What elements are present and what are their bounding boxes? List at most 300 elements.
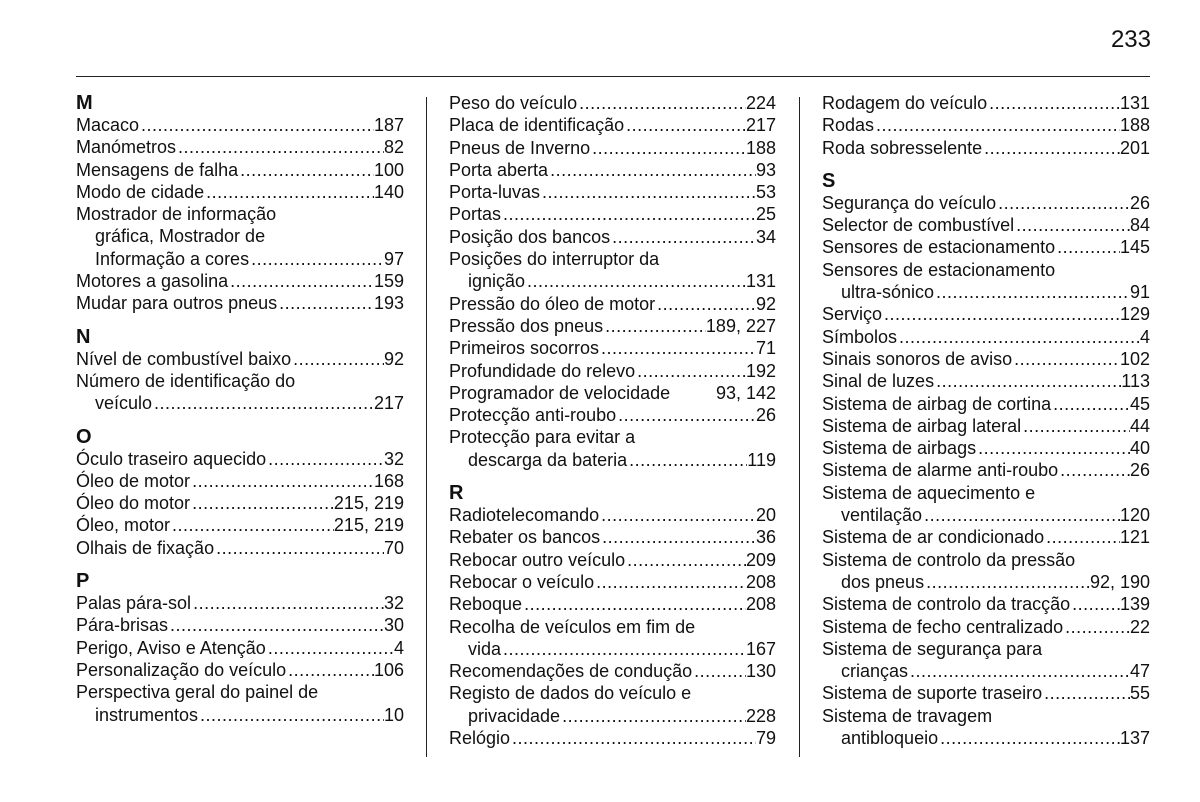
entry-text: Sistema de ar condicionado: [822, 527, 1045, 548]
dot-leader: [922, 504, 1120, 526]
entry-text: Sistema de airbag lateral: [822, 415, 1022, 436]
entry-page-number: 25: [755, 204, 776, 225]
entry-line: [76, 470, 404, 492]
entry-page-number: 130: [745, 661, 776, 682]
entry-continuation-line: [822, 281, 1150, 303]
index-entry: [76, 537, 404, 559]
dot-leader: [594, 571, 746, 593]
entry-text: Mostrador de informação: [76, 204, 277, 225]
index-entry: [822, 526, 1150, 548]
entry-text: Posições do interruptor da: [449, 249, 660, 270]
entry-text: Informação a cores: [95, 248, 250, 269]
index-entry: [822, 137, 1150, 159]
entry-line: [76, 659, 404, 681]
entry-text: Sistema de fecho centralizado: [822, 616, 1064, 637]
index-entry: [449, 360, 776, 382]
dot-leader: [934, 281, 1130, 303]
entry-continuation-line: [449, 270, 776, 292]
entry-continuation-line: [76, 392, 404, 414]
index-entry: [449, 526, 776, 548]
entry-line: [449, 660, 776, 682]
entry-text: Pressão dos pneus: [449, 315, 604, 336]
entry-line: [822, 114, 1150, 136]
entry-page-number: 26: [1129, 192, 1150, 213]
entry-text: Sistema de aquecimento e: [822, 482, 1036, 503]
entry-page-number: 82: [383, 137, 404, 158]
entry-text: Sistema de controlo da tracção: [822, 594, 1071, 615]
dot-leader: [501, 203, 756, 225]
index-group: [822, 92, 1150, 159]
index-group: [76, 326, 404, 415]
entry-text: antibloqueio: [841, 728, 939, 749]
index-entry: [76, 136, 404, 158]
entry-text: Perigo, Aviso e Atenção: [76, 637, 266, 658]
entry-line: [76, 592, 404, 614]
index-entry: [822, 326, 1150, 348]
entry-text: Sensores de estacionamento: [822, 259, 1056, 280]
dot-leader: [170, 514, 334, 536]
entry-page-number: 26: [755, 405, 776, 426]
entry-text: Pára-brisas: [76, 615, 169, 636]
dot-leader: [934, 370, 1121, 392]
index-group: [76, 570, 404, 726]
entry-text: Recolha de veículos em fim de: [449, 616, 696, 637]
dot-leader: [510, 727, 756, 749]
entry-line: [822, 482, 1150, 504]
index-entry: [822, 549, 1150, 594]
entry-page-number: 92, 190: [1089, 571, 1150, 592]
entry-line: [449, 404, 776, 426]
index-entry: [449, 682, 776, 727]
entry-page-number: 34: [755, 226, 776, 247]
entry-text: Óleo de motor: [76, 470, 191, 491]
index-entry: [822, 616, 1150, 638]
index-group: [76, 426, 404, 559]
entry-page-number: 20: [755, 505, 776, 526]
index-entry: [449, 404, 776, 426]
entry-page-number: 201: [1119, 137, 1150, 158]
entry-page-number: 106: [373, 659, 404, 680]
entry-text: Porta aberta: [449, 159, 549, 180]
entry-line: [822, 326, 1150, 348]
entry-page-number: 159: [373, 271, 404, 292]
index-entry: [449, 593, 776, 615]
entry-text: Peso do veículo: [449, 93, 578, 113]
entry-text: Radiotelecomando: [449, 505, 600, 526]
entry-line: [76, 114, 404, 136]
entry-line: [822, 638, 1150, 660]
dot-leader: [168, 614, 384, 636]
entry-text: Rebocar outro veículo: [449, 549, 626, 570]
entry-page-number: 168: [373, 470, 404, 491]
entry-page-number: 140: [373, 181, 404, 202]
entry-page-number: 129: [1119, 304, 1150, 325]
entry-line: [822, 682, 1150, 704]
entry-text: Segurança do veículo: [822, 192, 997, 213]
entry-continuation-line: [822, 727, 1150, 749]
entry-line: [449, 226, 776, 248]
entry-text: Mudar para outros pneus: [76, 293, 278, 314]
index-entry: [76, 470, 404, 492]
index-entry: [822, 370, 1150, 392]
dot-leader: [191, 592, 384, 614]
entry-text: Rodagem do veículo: [822, 93, 988, 113]
entry-line: [822, 214, 1150, 236]
column-divider-2: [799, 97, 800, 757]
dot-leader: [1044, 526, 1120, 548]
dot-leader: [204, 181, 374, 203]
dot-leader: [522, 593, 746, 615]
entry-page-number: 47: [1129, 661, 1150, 682]
entry-line: [822, 137, 1150, 159]
dot-leader: [655, 293, 756, 315]
index-entry: [449, 315, 776, 337]
entry-page-number: 224: [745, 93, 776, 113]
entry-page-number: 208: [745, 571, 776, 592]
dot-leader: [610, 226, 756, 248]
dot-leader: [1012, 348, 1120, 370]
entry-line: [822, 370, 1150, 392]
dot-leader: [190, 470, 374, 492]
dot-leader: [624, 114, 746, 136]
entry-text: Palas pára-sol: [76, 593, 192, 614]
entry-line: [449, 526, 776, 548]
entry-page-number: 10: [383, 704, 404, 725]
entry-text: Portas: [449, 204, 502, 225]
entry-page-number: 187: [373, 115, 404, 135]
entry-line: [449, 337, 776, 359]
header-rule: [76, 76, 1150, 77]
index-entry: [449, 92, 776, 114]
dot-leader: [266, 448, 384, 470]
entry-line: [76, 514, 404, 536]
entry-line: [822, 348, 1150, 370]
index-group: [822, 170, 1150, 749]
index-group: [449, 482, 776, 749]
index-entry: [449, 337, 776, 359]
index-entry: [76, 492, 404, 514]
dot-leader: [1014, 214, 1130, 236]
dot-leader: [540, 181, 756, 203]
entry-page-number: 92: [755, 293, 776, 314]
entry-page-number: 167: [745, 638, 776, 659]
index-column-3: [822, 92, 1150, 749]
entry-page-number: 102: [1119, 348, 1150, 369]
entry-text: Óculo traseiro aquecido: [76, 448, 267, 469]
entry-line: [449, 137, 776, 159]
entry-text: dos pneus: [841, 571, 925, 592]
entry-page-number: 36: [755, 527, 776, 548]
entry-text: Sistema de suporte traseiro: [822, 683, 1043, 704]
entry-line: [76, 370, 404, 392]
dot-leader: [603, 315, 706, 337]
index-entry: [449, 571, 776, 593]
dot-leader: [577, 92, 746, 114]
section-letter-heading: R: [449, 482, 464, 505]
entry-text: Óleo, motor: [76, 515, 171, 536]
section-letter-heading: N: [76, 325, 91, 348]
entry-page-number: 131: [1119, 93, 1150, 113]
index-entry: [76, 370, 404, 415]
entry-text: Sensores de estacionamento: [822, 237, 1056, 258]
entry-text: Pressão do óleo de motor: [449, 293, 656, 314]
entry-line: [76, 681, 404, 703]
dot-leader: [1021, 415, 1130, 437]
entry-page-number: 192: [745, 360, 776, 381]
entry-page-number: 131: [745, 271, 776, 292]
entry-text: Reboque: [449, 594, 523, 615]
entry-text: Manómetros: [76, 137, 177, 158]
entry-page-number: 120: [1119, 505, 1150, 526]
index-entry: [449, 660, 776, 682]
entry-text: Rodas: [822, 115, 875, 136]
entry-text: Profundidade do relevo: [449, 360, 636, 381]
entry-page-number: 137: [1119, 728, 1150, 749]
entry-page-number: 71: [755, 338, 776, 359]
dot-leader: [277, 292, 374, 314]
entry-text: Motores a gasolina: [76, 271, 229, 292]
dot-leader: [152, 392, 374, 414]
entry-page-number: 217: [373, 393, 404, 414]
entry-text: Rebocar o veículo: [449, 571, 595, 592]
entry-page-number: 208: [745, 594, 776, 615]
dot-leader: [1063, 616, 1130, 638]
index-entry: [76, 681, 404, 726]
index-entry: [822, 415, 1150, 437]
dot-leader: [228, 270, 374, 292]
index-entry: [822, 92, 1150, 114]
entry-line: [449, 682, 776, 704]
dot-leader: [882, 303, 1120, 325]
dot-leader: [501, 638, 746, 660]
dot-leader: [249, 248, 384, 270]
entry-line: [822, 593, 1150, 615]
index-entry: [449, 504, 776, 526]
index-entry: [822, 638, 1150, 683]
entry-page-number: 91: [1129, 282, 1150, 303]
entry-line: [76, 292, 404, 314]
dot-leader: [1042, 682, 1130, 704]
entry-line: [822, 616, 1150, 638]
entry-text: veículo: [95, 393, 153, 414]
index-entry: [76, 181, 404, 203]
index-entry: [449, 203, 776, 225]
index-group: [449, 92, 776, 471]
dot-leader: [590, 137, 746, 159]
dot-leader: [1058, 459, 1130, 481]
entry-page-number: 53: [755, 182, 776, 203]
dot-leader: [982, 137, 1120, 159]
entry-continuation-line: [822, 504, 1150, 526]
index-entry: [76, 203, 404, 270]
entry-text: Nível de combustível baixo: [76, 348, 292, 369]
entry-page-number: 193: [373, 293, 404, 314]
dot-leader: [198, 704, 384, 726]
entry-page-number: 55: [1129, 683, 1150, 704]
dot-leader: [625, 549, 746, 571]
entry-text: ultra-sónico: [841, 282, 935, 303]
entry-line: [76, 537, 404, 559]
entry-line: [449, 248, 776, 270]
entry-line: [76, 159, 404, 181]
entry-page-number: 209: [745, 549, 776, 570]
entry-text: Posição dos bancos: [449, 226, 611, 247]
entry-text: Pneus de Inverno: [449, 137, 591, 158]
entry-text: Selector de combustível: [822, 215, 1015, 236]
entry-continuation-line: [822, 660, 1150, 682]
entry-text: crianças: [841, 661, 909, 682]
index-entry: [449, 549, 776, 571]
entry-page-number: 32: [383, 448, 404, 469]
entry-page-number: 79: [755, 728, 776, 749]
entry-line: [449, 727, 776, 749]
dot-leader: [560, 705, 746, 727]
entry-line: [822, 705, 1150, 727]
index-entry: [449, 616, 776, 661]
entry-text: Sistema de segurança para: [822, 638, 1043, 659]
dot-leader: [1070, 593, 1120, 615]
index-entry: [822, 593, 1150, 615]
entry-page-number: 215, 219: [333, 515, 404, 536]
index-column-2: [449, 92, 776, 749]
entry-text: Sistema de alarme anti-roubo: [822, 460, 1059, 481]
entry-continuation-line: [76, 225, 404, 247]
dot-leader: [897, 326, 1140, 348]
entry-page-number: 215, 219: [333, 493, 404, 514]
entry-text: Sinal de luzes: [822, 371, 935, 392]
entry-text: vida: [468, 638, 502, 659]
index-entry: [76, 592, 404, 614]
dot-leader: [976, 437, 1130, 459]
entry-text: Macaco: [76, 115, 140, 135]
entry-text: Roda sobresselente: [822, 137, 983, 158]
entry-page-number: 93: [755, 159, 776, 180]
dot-leader: [692, 660, 746, 682]
entry-line: [822, 259, 1150, 281]
entry-line: [449, 616, 776, 638]
dot-leader: [286, 659, 374, 681]
entry-line: [822, 92, 1150, 114]
index-entry: [76, 448, 404, 470]
entry-text: ventilação: [841, 505, 923, 526]
entry-text: descarga da bateria: [468, 449, 628, 470]
index-entry: [76, 348, 404, 370]
entry-continuation-line: [76, 248, 404, 270]
dot-leader: [214, 537, 384, 559]
entry-page-number: 84: [1129, 215, 1150, 236]
entry-text: Número de identificação do: [76, 370, 296, 391]
entry-line: [449, 293, 776, 315]
entry-line: [822, 437, 1150, 459]
section-letter-heading: P: [76, 570, 90, 593]
index-entry: [449, 137, 776, 159]
section-letter-heading: O: [76, 425, 92, 448]
entry-text: Placa de identificação: [449, 115, 625, 136]
index-entry: [822, 393, 1150, 415]
index-entry: [76, 659, 404, 681]
index-entry: [822, 192, 1150, 214]
entry-line: [76, 492, 404, 514]
index-entry: [822, 114, 1150, 136]
entry-line: [449, 181, 776, 203]
dot-leader: [176, 136, 384, 158]
dot-leader: [600, 526, 756, 548]
dot-leader: [190, 492, 334, 514]
entry-page-number: 45: [1129, 393, 1150, 414]
index-group: [76, 92, 404, 315]
index-entry: [822, 682, 1150, 704]
index-entry: [449, 159, 776, 181]
entry-line: [449, 159, 776, 181]
entry-page-number: 26: [1129, 460, 1150, 481]
index-entry: [822, 705, 1150, 750]
entry-line: [449, 114, 776, 136]
entry-line: [449, 571, 776, 593]
entry-text: ignição: [468, 271, 526, 292]
entry-text: Protecção anti-roubo: [449, 405, 617, 426]
entry-text: Primeiros socorros: [449, 338, 600, 359]
entry-text: privacidade: [468, 705, 561, 726]
dot-leader: [938, 727, 1120, 749]
index-entry: [449, 114, 776, 136]
entry-line: [449, 203, 776, 225]
index-entry: [822, 259, 1150, 304]
index-entry: [449, 226, 776, 248]
dot-leader: [996, 192, 1130, 214]
entry-line: [822, 192, 1150, 214]
entry-text: Óleo do motor: [76, 493, 191, 514]
entry-line: [76, 270, 404, 292]
section-letter-heading: S: [822, 169, 836, 192]
index-entry: [449, 382, 776, 404]
dot-leader: [987, 92, 1120, 114]
entry-text: instrumentos: [95, 704, 199, 725]
entry-text: Mensagens de falha: [76, 159, 239, 180]
entry-continuation-line: [449, 705, 776, 727]
entry-line: [449, 360, 776, 382]
entry-page-number: 32: [383, 593, 404, 614]
entry-line: [822, 549, 1150, 571]
index-entry: [822, 348, 1150, 370]
entry-page-number: 93, 142: [715, 382, 776, 403]
section-letter-heading: M: [76, 92, 93, 114]
dot-leader: [139, 114, 374, 136]
entry-page-number: 139: [1119, 594, 1150, 615]
dot-leader: [1051, 393, 1130, 415]
dot-leader: [238, 159, 374, 181]
index-entry: [449, 181, 776, 203]
entry-page-number: 228: [745, 705, 776, 726]
entry-text: Serviço: [822, 304, 883, 325]
index-entry: [822, 482, 1150, 527]
entry-line: [76, 614, 404, 636]
entry-page-number: 217: [745, 115, 776, 136]
entry-line: [76, 181, 404, 203]
entry-page-number: 189, 227: [705, 315, 776, 336]
entry-page-number: 44: [1129, 415, 1150, 436]
index-entry: [449, 426, 776, 471]
entry-page-number: 4: [1139, 326, 1150, 347]
dot-leader: [874, 114, 1120, 136]
entry-line: [822, 415, 1150, 437]
entry-line: [822, 459, 1150, 481]
entry-text: Protecção para evitar a: [449, 427, 636, 448]
entry-page-number: 30: [383, 615, 404, 636]
entry-text: Rebater os bancos: [449, 527, 601, 548]
entry-line: [76, 637, 404, 659]
entry-page-number: 188: [1119, 115, 1150, 136]
dot-leader: [616, 404, 756, 426]
